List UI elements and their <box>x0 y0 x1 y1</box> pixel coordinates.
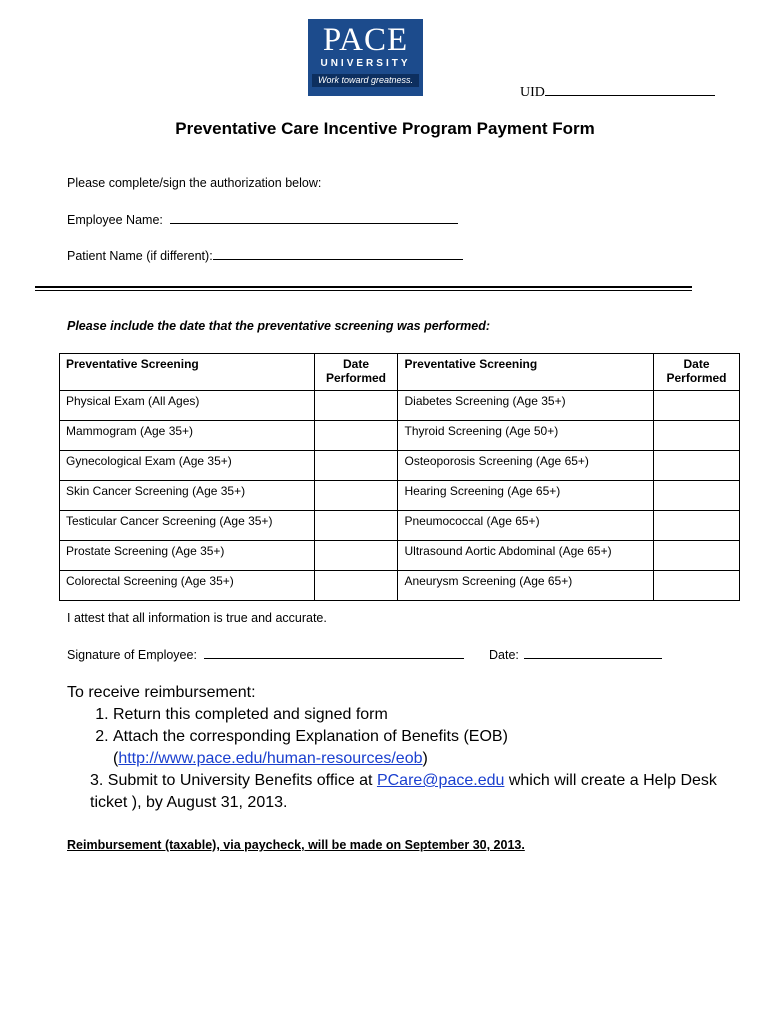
patient-name-field[interactable] <box>67 247 463 263</box>
reimbursement-note: Reimbursement (taxable), via paycheck, will be made on September 30, 2013. <box>67 838 525 852</box>
logo-university: UNIVERSITY <box>320 58 411 69</box>
logo-wordmark: PACE <box>322 22 409 58</box>
paren-open: ( <box>113 750 119 767</box>
screening-name: Aneurysm Screening (Age 65+) <box>398 571 654 601</box>
form-title: Preventative Care Incentive Program Payment Form <box>175 119 595 138</box>
date-performed-cell[interactable] <box>314 571 398 601</box>
uid-label: UID <box>520 85 545 100</box>
table-instruction: Please include the date that the preventative screening was performed: <box>67 319 491 333</box>
screening-name: Ultrasound Aortic Abdominal (Age 65+) <box>398 541 654 571</box>
table-row <box>60 511 740 541</box>
date-field[interactable] <box>489 646 662 662</box>
employee-name-line[interactable] <box>170 211 458 224</box>
date-performed-cell[interactable] <box>314 421 398 451</box>
step-attach-eob <box>113 726 727 770</box>
table-row <box>60 451 740 481</box>
signature-field[interactable] <box>67 646 464 662</box>
screening-name: Physical Exam (All Ages) <box>60 391 315 421</box>
header-date-left: Date Performed <box>314 354 398 391</box>
step-submit-suffix: which will create a Help Desk ticket ), by August 31, 2013. <box>90 772 717 811</box>
header-date-right: Date Performed <box>654 354 740 391</box>
signature-line[interactable] <box>204 646 464 659</box>
attestation: I attest that all information is true and accurate. <box>67 611 327 625</box>
eob-link[interactable]: http://www.pace.edu/human-resources/eob <box>118 750 423 767</box>
date-performed-cell[interactable] <box>314 451 398 481</box>
date-label: Date: <box>489 648 519 662</box>
screening-name: Pneumococcal (Age 65+) <box>398 511 654 541</box>
reimbursement-steps <box>90 704 727 770</box>
employee-name-label: Employee Name: <box>67 213 163 227</box>
authorize-prompt: Please complete/sign the authorization below: <box>67 176 322 190</box>
screening-name: Hearing Screening (Age 65+) <box>398 481 654 511</box>
screening-name: Mammogram (Age 35+) <box>60 421 315 451</box>
date-performed-cell[interactable] <box>314 481 398 511</box>
logo-tagline: Work toward greatness. <box>312 74 419 87</box>
screening-name: Prostate Screening (Age 35+) <box>60 541 315 571</box>
date-performed-cell[interactable] <box>654 391 740 421</box>
uid-field[interactable] <box>520 83 715 101</box>
table-row <box>60 481 740 511</box>
table-row <box>60 391 740 421</box>
pace-logo <box>308 19 423 96</box>
screening-name: Diabetes Screening (Age 35+) <box>398 391 654 421</box>
step-submit-prefix: 3. Submit to University Benefits office at <box>90 772 377 789</box>
reimbursement-instructions <box>67 682 727 814</box>
table-header-row <box>60 354 740 391</box>
divider <box>35 290 692 291</box>
step-return-form: 1. Return this completed and signed form <box>113 704 727 726</box>
step-submit <box>67 770 727 814</box>
date-performed-cell[interactable] <box>654 511 740 541</box>
screening-name: Gynecological Exam (Age 35+) <box>60 451 315 481</box>
header-screening-right: Preventative Screening <box>398 354 654 391</box>
date-line[interactable] <box>524 646 662 659</box>
pcare-email-link[interactable]: PCare@pace.edu <box>376 772 505 789</box>
signature-label: Signature of Employee: <box>67 648 197 662</box>
table-row <box>60 541 740 571</box>
divider <box>35 286 692 288</box>
table-row <box>60 421 740 451</box>
header-screening-left: Preventative Screening <box>60 354 315 391</box>
reimbursement-heading: To receive reimbursement: <box>67 684 256 701</box>
patient-name-line[interactable] <box>213 247 463 260</box>
date-performed-cell[interactable] <box>314 541 398 571</box>
date-performed-cell[interactable] <box>314 391 398 421</box>
date-performed-cell[interactable] <box>654 571 740 601</box>
patient-name-label: Patient Name (if different): <box>67 249 213 263</box>
step-attach-eob-text: Attach the corresponding Explanation of Benefits (EOB) <box>113 728 508 745</box>
date-performed-cell[interactable] <box>654 481 740 511</box>
screening-name: Thyroid Screening (Age 50+) <box>398 421 654 451</box>
paren-close: ) <box>422 750 428 767</box>
screening-name: Skin Cancer Screening (Age 35+) <box>60 481 315 511</box>
date-performed-cell[interactable] <box>654 541 740 571</box>
uid-line[interactable] <box>545 83 715 96</box>
date-performed-cell[interactable] <box>314 511 398 541</box>
table-row <box>60 571 740 601</box>
date-performed-cell[interactable] <box>654 451 740 481</box>
screening-table <box>59 353 740 601</box>
date-performed-cell[interactable] <box>654 421 740 451</box>
employee-name-field[interactable] <box>67 211 458 227</box>
screening-name: Osteoporosis Screening (Age 65+) <box>398 451 654 481</box>
screening-name: Colorectal Screening (Age 35+) <box>60 571 315 601</box>
screening-name: Testicular Cancer Screening (Age 35+) <box>60 511 315 541</box>
